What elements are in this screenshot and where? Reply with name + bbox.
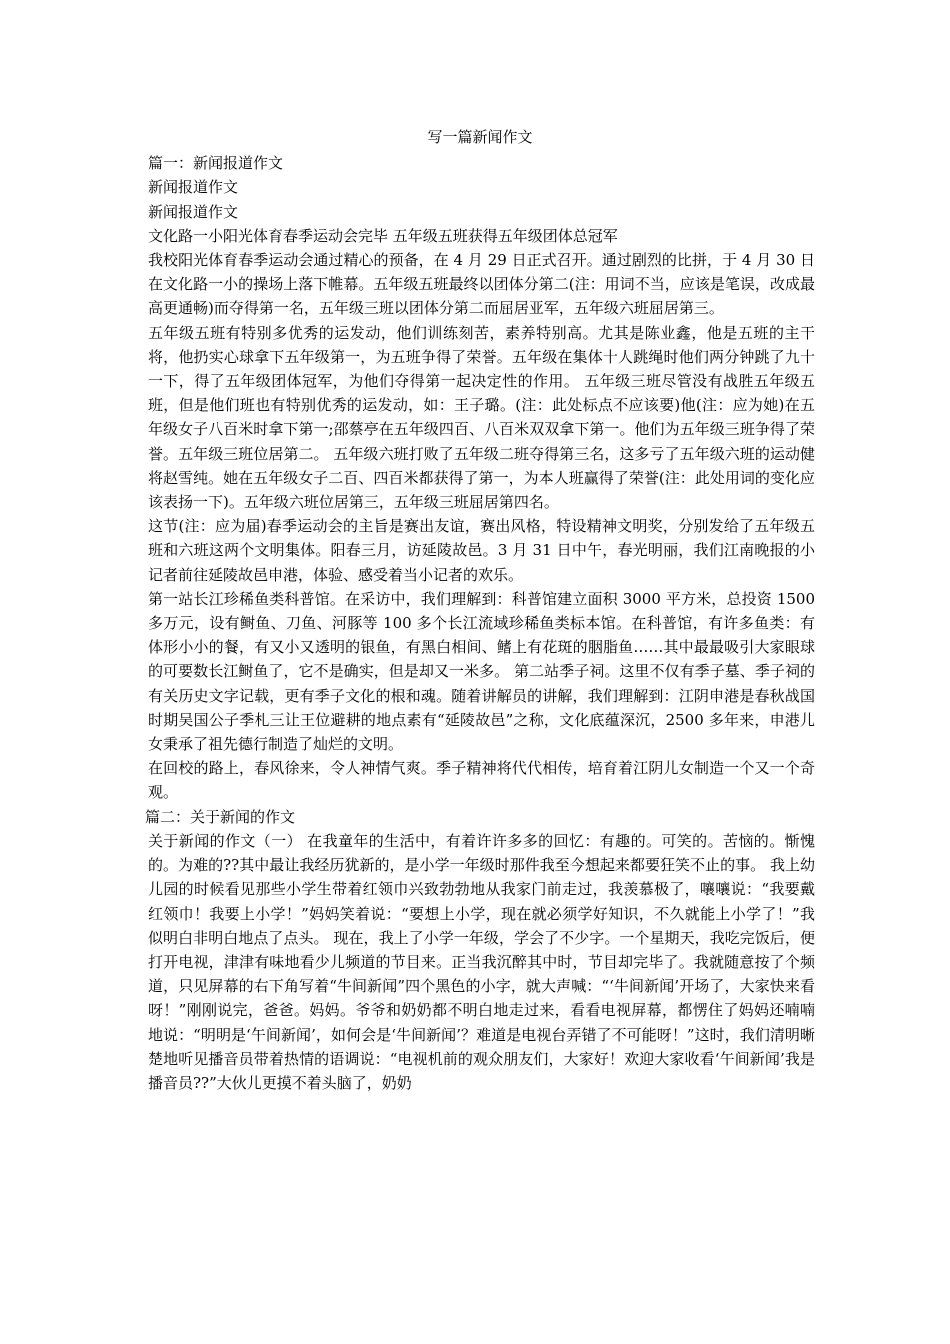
paragraph-body-4: 第一站长江珍稀鱼类科普馆。在采访中，我们理解到：科普馆建立面积 3000 平方米，总投资 1500 多万元，设有鲥鱼、刀鱼、河豚等 100 多个长江流域珍稀鱼类标本馆。在科普馆，有许多鱼类：有体形小小的餐，有又小又透明的银鱼，有黑白相间、鳍上有花斑的胭脂鱼……其中最最吸引大家眼球的可要数长江鲥鱼了，它不是确实，但是却又一米多。 第二站季子祠。这里不仅有季子墓、季子祠的有关历史文字记载，更有季子文化的根和魂。随着讲解员的讲解，我们理解到：江阴申港是春秋战国时期吴国公子季札三让王位避耕的地点素有“延陵故邑”之称，文化底蕴深沉，2500 多年来，申港儿女秉承了祖先德行制造了灿烂的文明。: [148, 589, 815, 754]
document-page: [145, 125, 815, 1095]
paragraph-subtitle-2: 新闻报道作文: [148, 202, 239, 221]
paragraph-body-5: 在回校的路上，春风徐来，令人神情气爽。季子精神将代代相传，培育着江阴儿女制造一个又一个奇观。: [148, 759, 815, 802]
paragraph-headline: 文化路一小阳光体育春季运动会完毕 五年级五班获得五年级团体总冠军: [148, 226, 618, 245]
paragraph-heading-2: 篇二：关于新闻的作文: [145, 807, 296, 826]
document-title: 写一篇新闻作文: [427, 128, 533, 146]
paragraph-body-1: 我校阳光体育春季运动会通过精心的预备，在 4 月 29 日正式召开。通过剧烈的比拼，于 4 月 30 日在文化路一小的操场上落下帷幕。五年级五班最终以团体分第二(注：用词不当，应该是笔误，改成最高更通畅)而夺得第一名，五年级三班以团体分第二而屈居亚军，五年级六班屈居第三。: [148, 251, 815, 318]
paragraph-subtitle-1: 新闻报道作文: [148, 178, 239, 197]
paragraph-body-3: 这节(注：应为届)春季运动会的主旨是赛出友谊，赛出风格，特设精神文明奖，分别发给了五年级五班和六班这两个文明集体。阳春三月，访延陵故邑。3 月 31 日中午，春光明丽，我们江南晚报的小记者前往延陵故邑申港，体验、感受着当小记者的欢乐。: [148, 517, 815, 584]
paragraph-body-2: 五年级五班有特别多优秀的运发动，他们训练刻苦，素养特别高。尤其是陈业鑫，他是五班的主干将，他扔实心球拿下五年级第一，为五班争得了荣誉。五年级在集体十人跳绳时他们两分钟跳了九十一下，得了五年级团体冠军，为他们夺得第一起决定性的作用。 五年级三班尽管没有战胜五年级五班，但是他们班也有特别优秀的运发动，如：王子璐。(注：此处标点不应该要)他(注：应为她)在五年级女子八百米时拿下第一;邵蔡亭在五年级四百、八百米双双拿下第一。他们为五年级三班争得了荣誉。五年级三班位居第二。 五年级六班打败了五年级二班夺得第三名，这多亏了五年级六班的运动健将赵雪纯。她在五年级女子二百、四百米都获得了第一，为本人班赢得了荣誉(注：此处用词的变化应该表扬一下)。五年级六班位居第三，五年级三班屈居第四名。: [148, 323, 815, 512]
paragraph-heading-1: 篇一：新闻报道作文: [148, 154, 284, 173]
paragraph-body-6: 关于新闻的作文（一） 在我童年的生活中，有着许许多多的回忆：有趣的。可笑的。苦恼的。惭愧的。为难的??其中最让我经历犹新的，是小学一年级时那件我至今想起来都要狂笑不止的事。 我上幼儿园的时候看见那些小学生带着红领巾兴致勃勃地从我家门前走过，我羡慕极了，嚷嚷说：“我要戴红领巾！我要上小学！”妈妈笑着说：“要想上小学，现在就必须学好知识，不久就能上小学了！”我似明白非明白地点了点头。 现在，我上了小学一年级，学会了不少字。一个星期天，我吃完饭后，便打开电视，津津有味地看少儿频道的节目来。正当我沉醉其中时，节目却完毕了。我就随意按了个频道，只见屏幕的右下角写着“牛间新闻”四个黑色的小字，就大声喊：“‘牛间新闻’开场了，大家快来看呀！”刚刚说完，爸爸。妈妈。爷爷和奶奶都不明白地走过来，看看电视屏幕，都愣住了妈妈还喃喃地说：“明明是‘午间新闻’，如何会是‘牛间新闻’？难道是电视台弄错了不可能呀！”这时，我们清明晰楚地听见播音员带着热情的语调说：“电视机前的观众朋友们，大家好！欢迎大家收看‘午间新闻’我是播音员??”大伙儿更摸不着头脑了，奶奶: [148, 831, 815, 1092]
